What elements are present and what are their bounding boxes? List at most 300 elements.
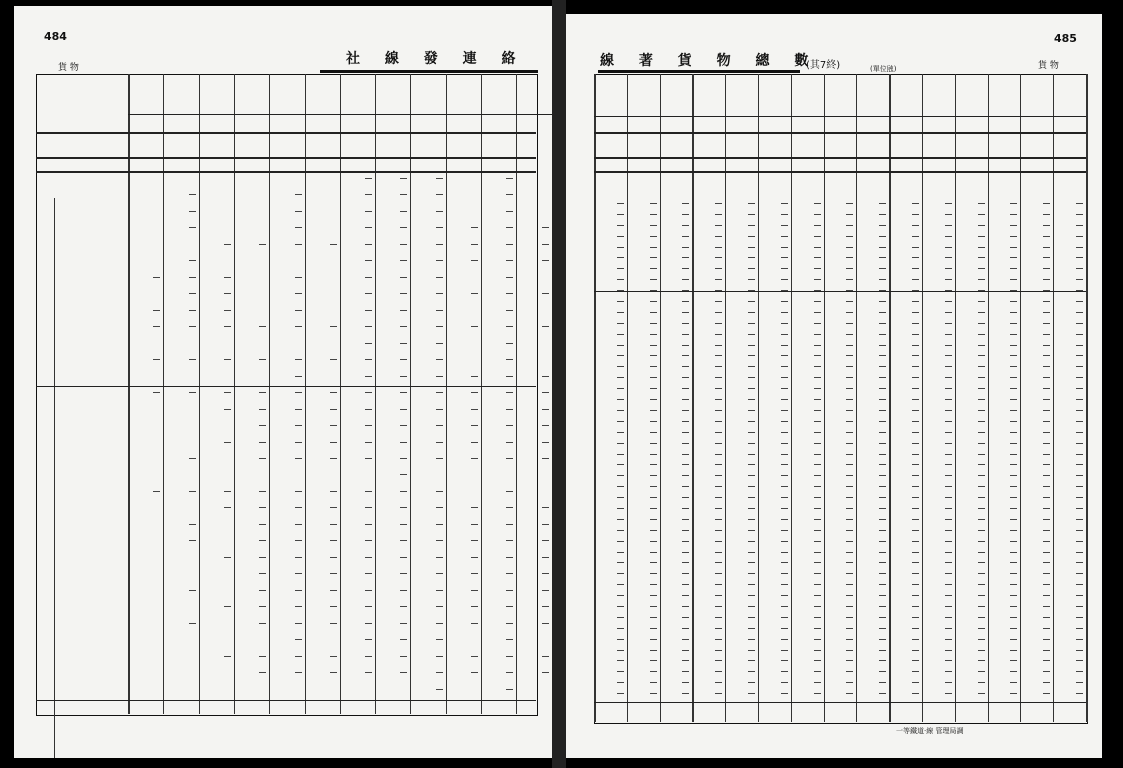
empty-dash — [1010, 432, 1017, 433]
empty-dash — [978, 421, 985, 422]
empty-dash — [682, 475, 689, 476]
empty-dash — [650, 682, 657, 683]
empty-dash — [1076, 693, 1083, 694]
empty-dash — [748, 628, 755, 629]
empty-dash — [945, 530, 952, 531]
empty-dash — [814, 671, 821, 672]
empty-dash — [748, 562, 755, 563]
empty-dash — [1076, 268, 1083, 269]
empty-dash — [682, 334, 689, 335]
empty-dash — [1076, 443, 1083, 444]
empty-dash — [330, 458, 337, 459]
empty-dash — [912, 464, 919, 465]
empty-dash — [945, 650, 952, 651]
empty-dash — [748, 312, 755, 313]
empty-dash — [224, 507, 231, 508]
empty-dash — [978, 236, 985, 237]
empty-dash — [879, 497, 886, 498]
empty-dash — [436, 689, 443, 690]
empty-dash — [436, 293, 443, 294]
empty-dash — [295, 376, 302, 377]
empty-dash — [542, 507, 549, 508]
empty-dash — [330, 557, 337, 558]
empty-dash — [617, 519, 624, 520]
empty-dash — [912, 660, 919, 661]
empty-dash — [650, 530, 657, 531]
empty-dash — [506, 277, 513, 278]
empty-dash — [365, 442, 372, 443]
empty-dash — [682, 660, 689, 661]
empty-dash — [814, 334, 821, 335]
empty-dash — [748, 508, 755, 509]
empty-dash — [1043, 421, 1050, 422]
empty-dash — [814, 475, 821, 476]
empty-dash — [330, 425, 337, 426]
empty-dash — [1076, 682, 1083, 683]
empty-dash — [1010, 660, 1017, 661]
empty-dash — [542, 656, 549, 657]
empty-dash — [781, 355, 788, 356]
empty-dash — [945, 421, 952, 422]
empty-dash — [814, 562, 821, 563]
empty-dash — [814, 323, 821, 324]
empty-dash — [1076, 312, 1083, 313]
footer-line — [594, 702, 1086, 703]
empty-dash — [978, 552, 985, 553]
empty-dash — [295, 227, 302, 228]
empty-dash — [682, 301, 689, 302]
empty-dash — [846, 301, 853, 302]
empty-dash — [715, 617, 722, 618]
empty-dash — [617, 454, 624, 455]
empty-dash — [715, 399, 722, 400]
empty-dash — [781, 421, 788, 422]
empty-dash — [912, 334, 919, 335]
page-number: 484 — [44, 30, 67, 43]
empty-dash — [400, 260, 407, 261]
empty-dash — [682, 443, 689, 444]
empty-dash — [846, 334, 853, 335]
empty-dash — [748, 214, 755, 215]
empty-dash — [846, 519, 853, 520]
empty-dash — [189, 194, 196, 195]
empty-dash — [781, 257, 788, 258]
empty-dash — [715, 541, 722, 542]
empty-dash — [945, 247, 952, 248]
empty-dash — [715, 355, 722, 356]
empty-dash — [879, 410, 886, 411]
empty-dash — [814, 312, 821, 313]
empty-dash — [617, 639, 624, 640]
empty-dash — [682, 432, 689, 433]
empty-dash — [978, 301, 985, 302]
empty-dash — [781, 443, 788, 444]
empty-dash — [330, 540, 337, 541]
empty-dash — [781, 410, 788, 411]
empty-dash — [1076, 236, 1083, 237]
empty-dash — [978, 584, 985, 585]
empty-dash — [879, 454, 886, 455]
empty-dash — [1043, 236, 1050, 237]
empty-dash — [617, 236, 624, 237]
empty-dash — [1043, 312, 1050, 313]
group-separator — [594, 291, 1086, 292]
empty-dash — [846, 552, 853, 553]
empty-dash — [542, 293, 549, 294]
empty-dash — [1043, 366, 1050, 367]
empty-dash — [978, 268, 985, 269]
empty-dash — [682, 323, 689, 324]
empty-dash — [1076, 497, 1083, 498]
empty-dash — [814, 693, 821, 694]
empty-dash — [879, 443, 886, 444]
empty-dash — [814, 454, 821, 455]
empty-dash — [814, 464, 821, 465]
empty-dash — [365, 211, 372, 212]
empty-dash — [978, 323, 985, 324]
empty-dash — [1010, 617, 1017, 618]
empty-dash — [400, 474, 407, 475]
empty-dash — [715, 203, 722, 204]
empty-dash — [617, 671, 624, 672]
empty-dash — [912, 388, 919, 389]
empty-dash — [682, 257, 689, 258]
empty-dash — [436, 623, 443, 624]
empty-dash — [814, 552, 821, 553]
empty-dash — [912, 497, 919, 498]
empty-dash — [1010, 497, 1017, 498]
empty-dash — [617, 541, 624, 542]
empty-dash — [650, 443, 657, 444]
empty-dash — [506, 343, 513, 344]
empty-dash — [506, 557, 513, 558]
empty-dash — [781, 508, 788, 509]
empty-dash — [814, 584, 821, 585]
empty-dash — [781, 214, 788, 215]
empty-dash — [506, 606, 513, 607]
empty-dash — [650, 486, 657, 487]
summary-separator — [594, 157, 1086, 159]
empty-dash — [879, 584, 886, 585]
empty-dash — [879, 366, 886, 367]
empty-dash — [748, 399, 755, 400]
empty-dash — [650, 584, 657, 585]
empty-dash — [682, 399, 689, 400]
empty-dash — [715, 247, 722, 248]
empty-dash — [912, 475, 919, 476]
empty-dash — [814, 628, 821, 629]
empty-dash — [506, 260, 513, 261]
empty-dash — [978, 595, 985, 596]
empty-dash — [879, 279, 886, 280]
empty-dash — [748, 279, 755, 280]
empty-dash — [781, 606, 788, 607]
empty-dash — [978, 355, 985, 356]
empty-dash — [912, 530, 919, 531]
empty-dash — [400, 194, 407, 195]
empty-dash — [912, 443, 919, 444]
col-line — [481, 74, 482, 714]
empty-dash — [682, 519, 689, 520]
empty-dash — [781, 617, 788, 618]
empty-dash — [879, 650, 886, 651]
empty-dash — [365, 507, 372, 508]
empty-dash — [879, 475, 886, 476]
empty-dash — [189, 392, 196, 393]
empty-dash — [1010, 682, 1017, 683]
empty-dash — [978, 443, 985, 444]
empty-dash — [748, 323, 755, 324]
empty-dash — [748, 639, 755, 640]
empty-dash — [912, 541, 919, 542]
empty-dash — [1010, 508, 1017, 509]
empty-dash — [1076, 530, 1083, 531]
empty-dash — [471, 524, 478, 525]
empty-dash — [978, 366, 985, 367]
empty-dash — [365, 557, 372, 558]
empty-dash — [748, 345, 755, 346]
empty-dash — [814, 377, 821, 378]
empty-dash — [259, 507, 266, 508]
empty-dash — [846, 443, 853, 444]
empty-dash — [814, 682, 821, 683]
empty-dash — [617, 464, 624, 465]
empty-dash — [846, 628, 853, 629]
empty-dash — [846, 606, 853, 607]
empty-dash — [912, 203, 919, 204]
empty-dash — [715, 595, 722, 596]
empty-dash — [945, 475, 952, 476]
empty-dash — [1010, 573, 1017, 574]
empty-dash — [978, 486, 985, 487]
empty-dash — [715, 268, 722, 269]
empty-dash — [781, 454, 788, 455]
empty-dash — [1010, 301, 1017, 302]
empty-dash — [682, 203, 689, 204]
empty-dash — [814, 432, 821, 433]
empty-dash — [1076, 584, 1083, 585]
empty-dash — [330, 573, 337, 574]
empty-dash — [879, 388, 886, 389]
title-underline — [320, 70, 538, 73]
empty-dash — [1043, 595, 1050, 596]
empty-dash — [748, 203, 755, 204]
empty-dash — [748, 443, 755, 444]
empty-dash — [295, 491, 302, 492]
empty-dash — [846, 225, 853, 226]
empty-dash — [846, 432, 853, 433]
empty-dash — [879, 214, 886, 215]
empty-dash — [1076, 454, 1083, 455]
empty-dash — [365, 227, 372, 228]
empty-dash — [846, 279, 853, 280]
empty-dash — [814, 421, 821, 422]
empty-dash — [259, 458, 266, 459]
empty-dash — [1010, 454, 1017, 455]
empty-dash — [912, 214, 919, 215]
empty-dash — [617, 355, 624, 356]
empty-dash — [1043, 519, 1050, 520]
empty-dash — [542, 672, 549, 673]
empty-dash — [259, 573, 266, 574]
empty-dash — [1076, 573, 1083, 574]
empty-dash — [1010, 552, 1017, 553]
col-line — [516, 74, 517, 714]
section-title-right: 線 著 貨 物 總 數 — [600, 53, 819, 69]
empty-dash — [912, 236, 919, 237]
empty-dash — [1010, 628, 1017, 629]
col-line — [375, 74, 376, 714]
empty-dash — [1010, 671, 1017, 672]
empty-dash — [1010, 312, 1017, 313]
empty-dash — [506, 672, 513, 673]
empty-dash — [814, 355, 821, 356]
empty-dash — [715, 573, 722, 574]
empty-dash — [471, 425, 478, 426]
empty-dash — [1076, 355, 1083, 356]
empty-dash — [295, 639, 302, 640]
empty-dash — [1010, 421, 1017, 422]
empty-dash — [1010, 475, 1017, 476]
empty-dash — [1043, 628, 1050, 629]
empty-dash — [295, 557, 302, 558]
empty-dash — [650, 421, 657, 422]
empty-dash — [912, 410, 919, 411]
empty-dash — [650, 475, 657, 476]
empty-dash — [259, 491, 266, 492]
empty-dash — [945, 508, 952, 509]
empty-dash — [846, 268, 853, 269]
empty-dash — [846, 345, 853, 346]
empty-dash — [978, 399, 985, 400]
empty-dash — [617, 486, 624, 487]
empty-dash — [682, 693, 689, 694]
empty-dash — [365, 656, 372, 657]
empty-dash — [748, 432, 755, 433]
empty-dash — [945, 279, 952, 280]
empty-dash — [978, 628, 985, 629]
empty-dash — [814, 573, 821, 574]
empty-dash — [945, 682, 952, 683]
empty-dash — [978, 312, 985, 313]
empty-dash — [436, 507, 443, 508]
empty-dash — [781, 475, 788, 476]
empty-dash — [330, 244, 337, 245]
empty-dash — [259, 590, 266, 591]
empty-dash — [879, 562, 886, 563]
empty-dash — [650, 312, 657, 313]
empty-dash — [617, 606, 624, 607]
empty-dash — [436, 557, 443, 558]
empty-dash — [189, 277, 196, 278]
empty-dash — [748, 584, 755, 585]
empty-dash — [259, 656, 266, 657]
empty-dash — [715, 421, 722, 422]
empty-dash — [1010, 410, 1017, 411]
empty-dash — [682, 650, 689, 651]
empty-dash — [846, 323, 853, 324]
empty-dash — [682, 345, 689, 346]
empty-dash — [189, 310, 196, 311]
empty-dash — [748, 519, 755, 520]
empty-dash — [650, 214, 657, 215]
empty-dash — [650, 552, 657, 553]
empty-dash — [650, 334, 657, 335]
empty-dash — [879, 508, 886, 509]
empty-dash — [189, 293, 196, 294]
empty-dash — [912, 486, 919, 487]
empty-dash — [295, 458, 302, 459]
empty-dash — [1043, 454, 1050, 455]
empty-dash — [715, 508, 722, 509]
empty-dash — [682, 671, 689, 672]
empty-dash — [715, 334, 722, 335]
empty-dash — [814, 497, 821, 498]
empty-dash — [617, 693, 624, 694]
empty-dash — [846, 693, 853, 694]
empty-dash — [650, 660, 657, 661]
empty-dash — [1076, 410, 1083, 411]
empty-dash — [978, 432, 985, 433]
empty-dash — [781, 279, 788, 280]
unit-note: (單位瓲) — [870, 65, 897, 73]
empty-dash — [748, 257, 755, 258]
empty-dash — [748, 464, 755, 465]
empty-dash — [617, 562, 624, 563]
col-line — [269, 74, 270, 714]
empty-dash — [650, 650, 657, 651]
empty-dash — [814, 399, 821, 400]
empty-dash — [189, 540, 196, 541]
empty-dash — [506, 491, 513, 492]
empty-dash — [153, 491, 160, 492]
empty-dash — [682, 508, 689, 509]
empty-dash — [879, 519, 886, 520]
empty-dash — [400, 277, 407, 278]
empty-dash — [617, 595, 624, 596]
empty-dash — [365, 194, 372, 195]
empty-dash — [471, 507, 478, 508]
empty-dash — [295, 623, 302, 624]
empty-dash — [912, 301, 919, 302]
empty-dash — [1010, 388, 1017, 389]
empty-dash — [846, 214, 853, 215]
empty-dash — [153, 310, 160, 311]
empty-dash — [978, 519, 985, 520]
empty-dash — [978, 650, 985, 651]
empty-dash — [945, 519, 952, 520]
empty-dash — [400, 343, 407, 344]
empty-dash — [846, 464, 853, 465]
empty-dash — [781, 323, 788, 324]
empty-dash — [295, 293, 302, 294]
empty-dash — [978, 475, 985, 476]
empty-dash — [295, 425, 302, 426]
left-page — [14, 6, 554, 758]
empty-dash — [542, 590, 549, 591]
empty-dash — [1076, 671, 1083, 672]
empty-dash — [1076, 541, 1083, 542]
empty-dash — [224, 293, 231, 294]
empty-dash — [295, 409, 302, 410]
empty-dash — [978, 562, 985, 563]
empty-dash — [715, 345, 722, 346]
empty-dash — [715, 584, 722, 585]
empty-dash — [1010, 345, 1017, 346]
empty-dash — [471, 227, 478, 228]
empty-dash — [814, 268, 821, 269]
empty-dash — [879, 323, 886, 324]
